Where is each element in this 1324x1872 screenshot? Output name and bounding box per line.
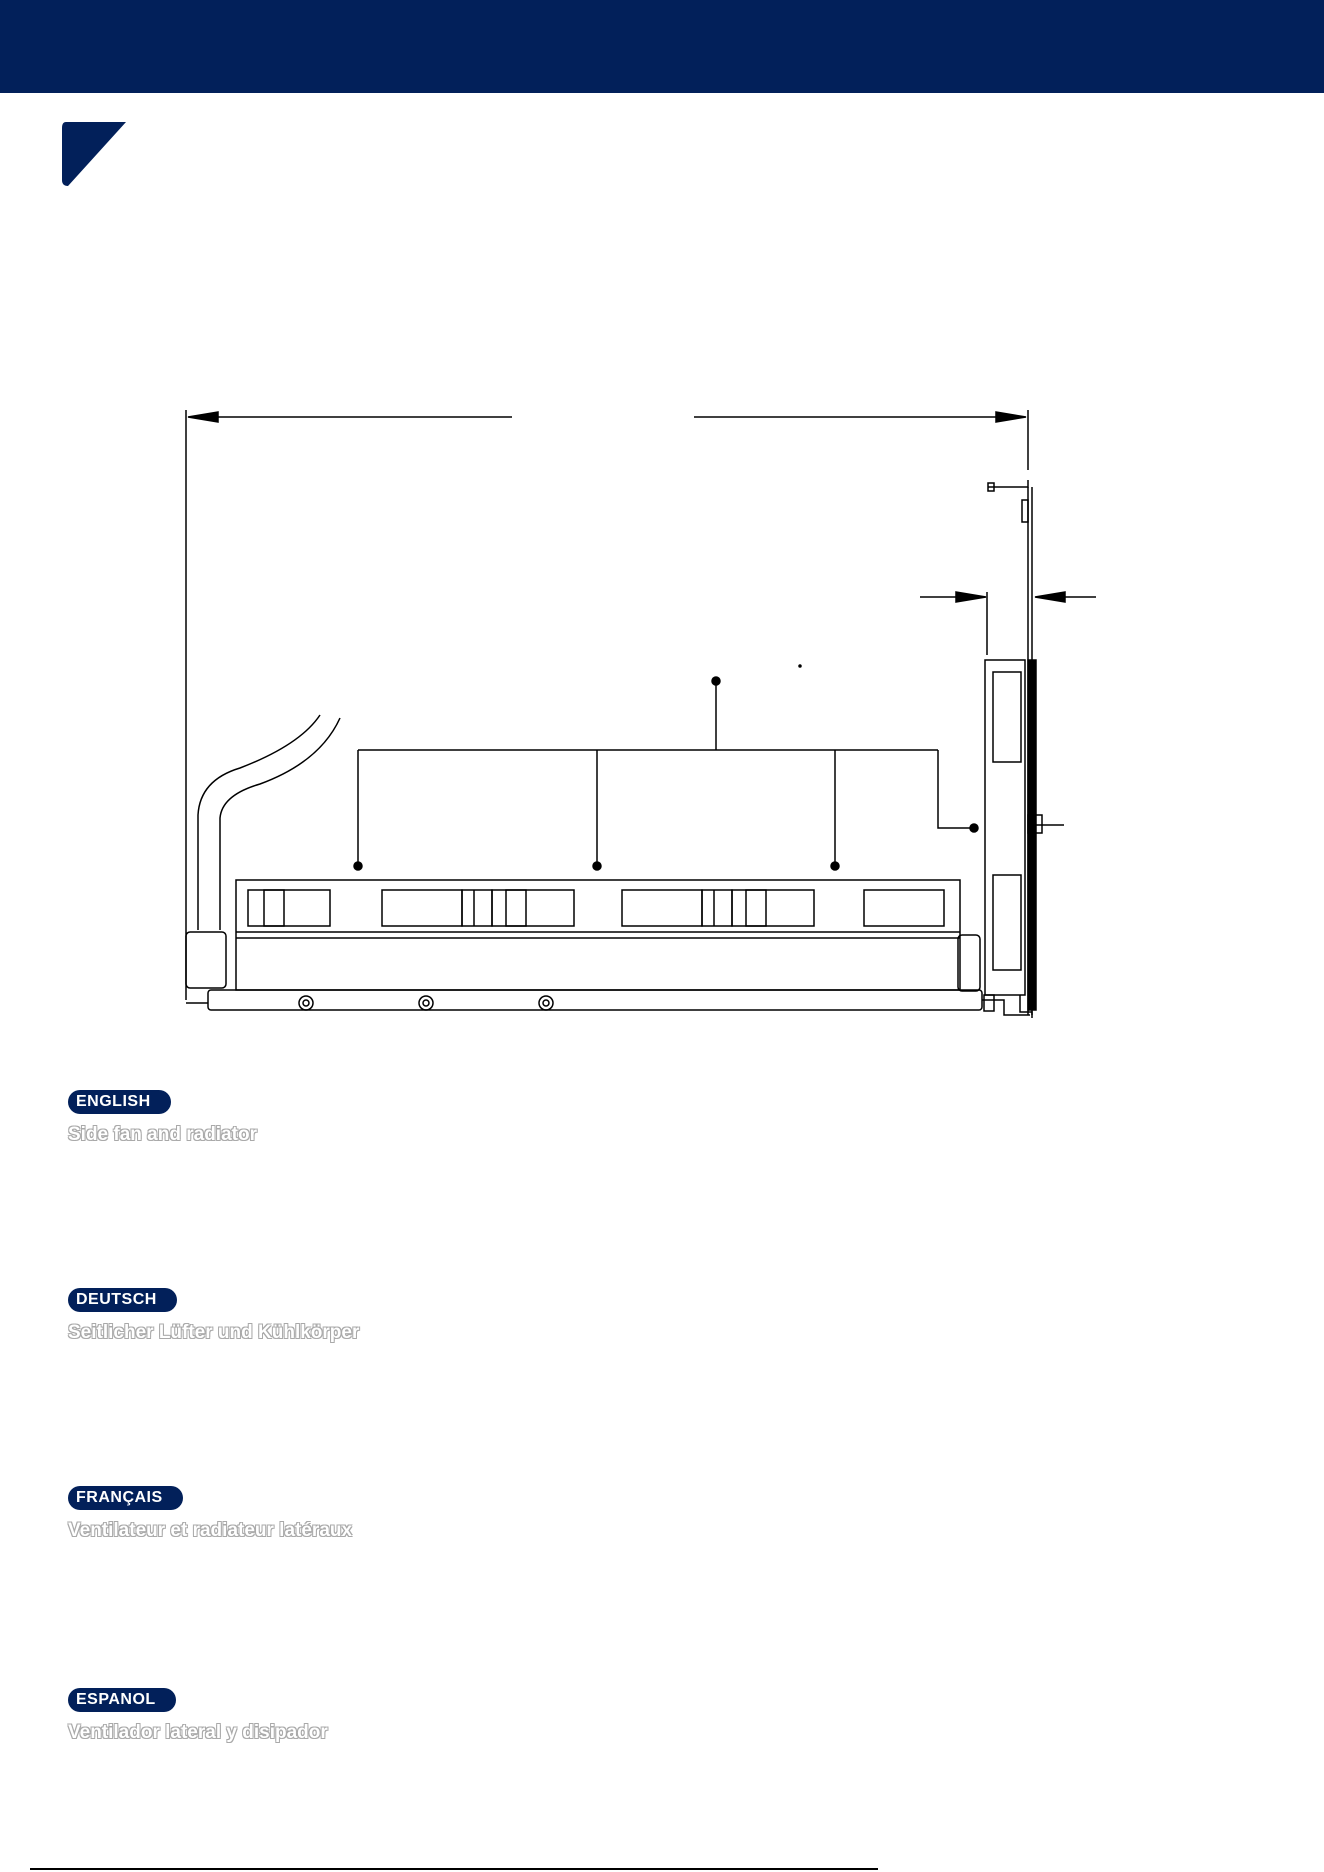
language-badge: ENGLISH bbox=[68, 1090, 171, 1114]
section-deutsch bbox=[68, 1288, 359, 1344]
bottom-rule bbox=[30, 1868, 878, 1870]
section-francais bbox=[68, 1486, 352, 1542]
caption-text: Side fan and radiator bbox=[68, 1124, 257, 1145]
section-espanol bbox=[68, 1688, 328, 1744]
section-english bbox=[68, 1090, 257, 1146]
top-header-bar bbox=[0, 0, 1324, 93]
language-badge: ESPANOL bbox=[68, 1688, 176, 1712]
caption-text: Ventilador lateral y disipador bbox=[68, 1722, 328, 1743]
caption-text: Seitlicher Lüfter und Kühlkörper bbox=[68, 1322, 360, 1343]
caption-text: Ventilateur et radiateur latéraux bbox=[68, 1520, 353, 1541]
language-badge: FRANÇAIS bbox=[68, 1486, 183, 1510]
corner-triangle-mark bbox=[60, 120, 130, 190]
side-fan-radiator-drawing bbox=[0, 380, 1324, 1040]
language-badge: DEUTSCH bbox=[68, 1288, 177, 1312]
